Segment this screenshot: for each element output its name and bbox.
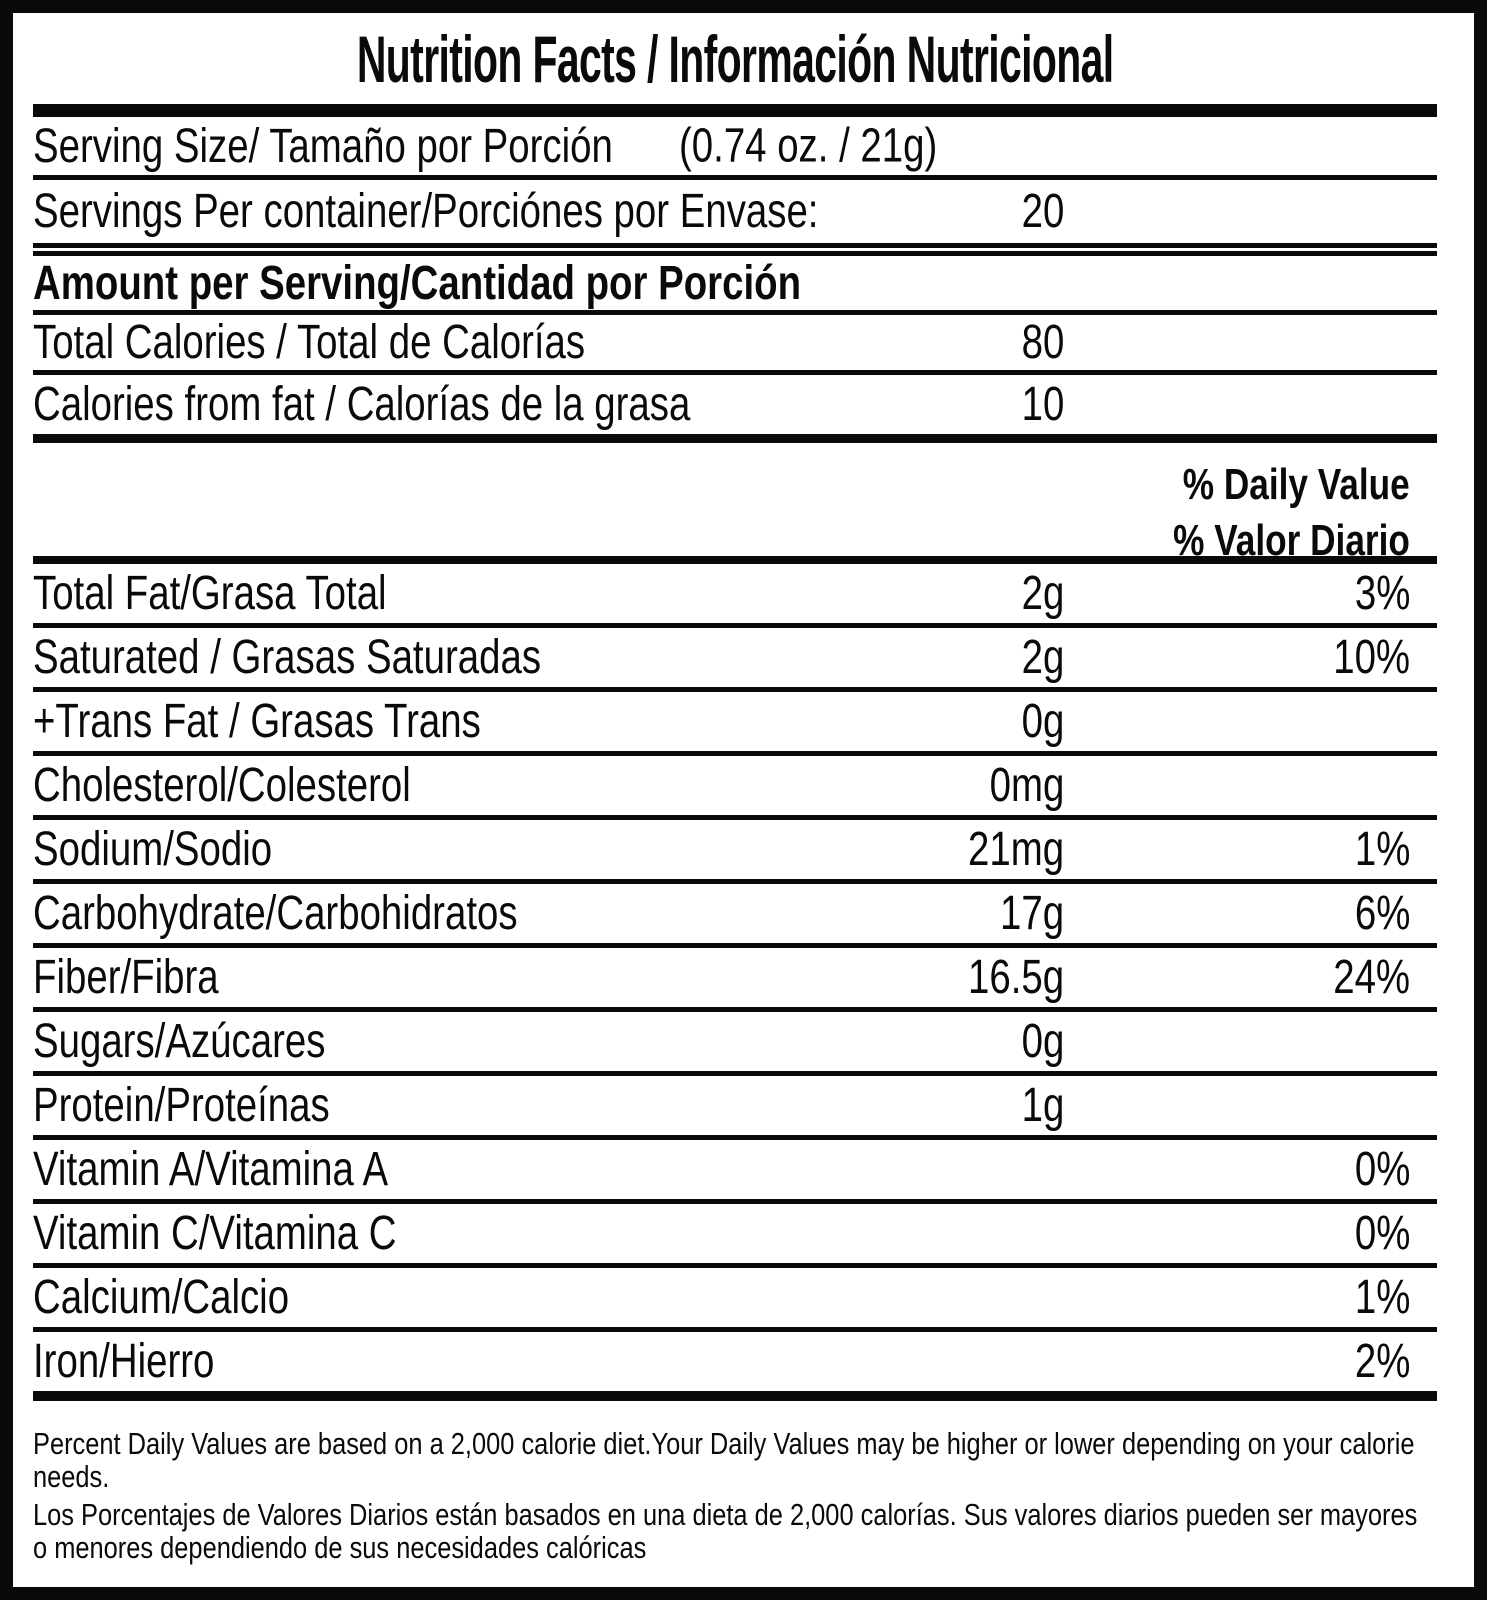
footnote-area xyxy=(33,1401,1437,1564)
servings-per-container-row xyxy=(33,180,1437,243)
nutrient-amount: 17g xyxy=(999,887,1064,940)
nutrient-label: Iron/Hierro xyxy=(33,1335,215,1388)
serving-size-row xyxy=(33,117,1437,180)
serving-size-label: Serving Size/ Tamaño por Porción xyxy=(33,119,613,173)
nutrient-label: Sodium/Sodio xyxy=(33,823,273,876)
nutrient-row-iron xyxy=(33,1332,1437,1401)
nutrient-label: Saturated / Grasas Saturadas xyxy=(33,631,542,684)
calories-from-fat-value: 10 xyxy=(1021,378,1064,431)
nutrient-amount: 16.5g xyxy=(967,951,1064,1004)
nutrient-label: Carbohydrate/Carbohidratos xyxy=(33,887,518,940)
nutrient-row-cholesterol xyxy=(33,756,1437,820)
nutrient-row-sugars xyxy=(33,1012,1437,1076)
nutrient-amount: 0g xyxy=(1021,1015,1064,1068)
nutrient-dv: 2% xyxy=(1354,1335,1410,1388)
nutrient-dv: 10% xyxy=(1333,631,1410,684)
nutrient-amount: 2g xyxy=(1021,631,1064,684)
nutrient-row-vitamin-c xyxy=(33,1204,1437,1268)
calories-from-fat-row xyxy=(33,375,1437,443)
nutrient-dv: 6% xyxy=(1354,887,1410,940)
nutrient-dv: 24% xyxy=(1333,951,1410,1004)
nutrient-amount: 0g xyxy=(1021,695,1064,748)
nutrient-dv: 0% xyxy=(1354,1207,1410,1260)
nutrient-label: +Trans Fat / Grasas Trans xyxy=(33,695,481,748)
nutrient-label: Fiber/Fibra xyxy=(33,951,219,1004)
daily-value-header-es: % Valor Diario xyxy=(1173,516,1410,565)
nutrient-row-fiber xyxy=(33,948,1437,1012)
nutrient-label: Vitamin C/Vitamina C xyxy=(33,1207,397,1260)
nutrient-row-vitamin-a xyxy=(33,1140,1437,1204)
total-calories-value: 80 xyxy=(1021,316,1064,369)
total-calories-label: Total Calories / Total de Calorías xyxy=(33,316,586,369)
amount-per-serving-header xyxy=(33,256,1437,315)
nutrient-row-carbohydrate xyxy=(33,884,1437,948)
nutrient-label: Cholesterol/Colesterol xyxy=(33,759,411,812)
page-title: Nutrition Facts / Información Nutricional xyxy=(356,21,1114,96)
title-area xyxy=(33,13,1437,104)
nutrient-label: Total Fat/Grasa Total xyxy=(33,567,387,620)
nutrient-dv: 1% xyxy=(1354,823,1410,876)
nutrient-row-sodium xyxy=(33,820,1437,884)
calories-from-fat-label: Calories from fat / Calorías de la grasa xyxy=(33,378,691,431)
double-rule xyxy=(33,243,1437,256)
nutrient-amount: 2g xyxy=(1021,567,1064,620)
daily-value-header xyxy=(33,443,1437,564)
nutrient-row-protein xyxy=(33,1076,1437,1140)
nutrient-label: Calcium/Calcio xyxy=(33,1271,290,1324)
nutrient-label: Vitamin A/Vitamina A xyxy=(33,1143,389,1196)
daily-value-header-en: % Daily Value xyxy=(1183,460,1410,509)
nutrient-row-saturated-fat xyxy=(33,628,1437,692)
nutrient-dv: 3% xyxy=(1354,567,1410,620)
amount-per-serving-text: Amount per Serving/Cantidad por Porción xyxy=(33,256,802,310)
servings-per-container-value: 20 xyxy=(1021,185,1064,238)
footnote-english: Percent Daily Values are based on a 2,000 calorie diet.Your Daily Values may be higher or lower depending on your calorie needs. xyxy=(33,1426,1415,1494)
nutrient-row-calcium xyxy=(33,1268,1437,1332)
servings-per-container-label: Servings Per container/Porciónes por Envase: xyxy=(33,185,819,238)
serving-size-value-wrap xyxy=(679,119,1002,174)
nutrient-row-total-fat xyxy=(33,564,1437,628)
nutrient-amount: 1g xyxy=(1021,1079,1064,1132)
title-divider-bar xyxy=(33,104,1437,117)
nutrient-amount: 0mg xyxy=(989,759,1064,812)
nutrient-row-trans-fat xyxy=(33,692,1437,756)
nutrient-amount: 21mg xyxy=(967,823,1064,876)
total-calories-row xyxy=(33,315,1437,375)
nutrient-dv: 0% xyxy=(1354,1143,1410,1196)
footnote-spanish: Los Porcentajes de Valores Diarios están basados en una dieta de 2,000 calorías. Sus valores diarios pueden ser mayores o menores dependiendo de sus necesidades calóricas xyxy=(33,1497,1418,1565)
label-content xyxy=(33,13,1437,1564)
nutrient-dv: 1% xyxy=(1354,1271,1410,1324)
nutrient-label: Protein/Proteínas xyxy=(33,1079,330,1132)
serving-size-value: (0.74 oz. / 21g) xyxy=(679,119,938,173)
nutrient-label: Sugars/Azúcares xyxy=(33,1015,326,1068)
